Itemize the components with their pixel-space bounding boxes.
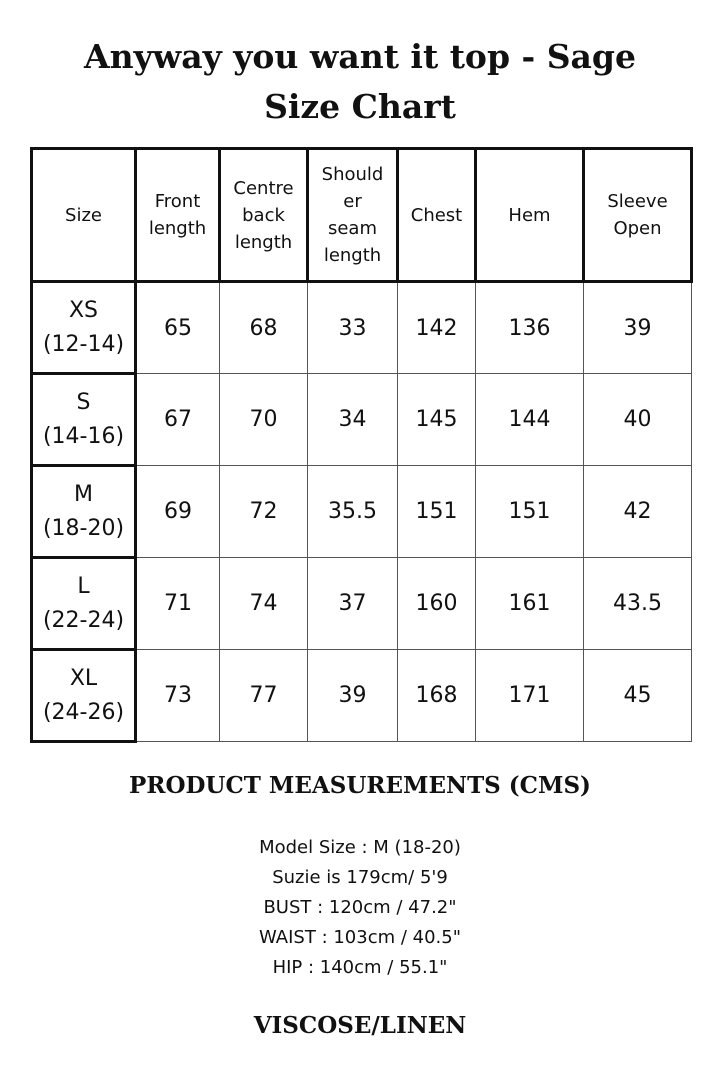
measurement-cell: 136 (476, 282, 584, 374)
note-line: HIP : 140cm / 55.1" (272, 957, 448, 978)
size-range: (18-20) (42, 515, 125, 541)
size-range: (24-26) (42, 699, 125, 725)
note-line: BUST : 120cm / 47.2" (263, 897, 457, 918)
measurement-cell: 40 (584, 374, 692, 466)
measurement-cell: 151 (398, 466, 476, 558)
measurement-cell: 74 (220, 558, 308, 650)
size-label: S (76, 389, 91, 415)
size-cell (32, 374, 136, 466)
model-notes (0, 833, 720, 983)
measurement-cell: 43.5 (584, 558, 692, 650)
measurement-cell: 161 (476, 558, 584, 650)
column-header-text: er (343, 191, 362, 212)
table-row (32, 650, 692, 742)
measurement-cell: 70 (220, 374, 308, 466)
size-label: L (77, 573, 90, 599)
measurement-cell: 37 (308, 558, 398, 650)
size-range: (22-24) (42, 607, 125, 633)
measurement-cell: 171 (476, 650, 584, 742)
note-line: WAIST : 103cm / 40.5" (258, 927, 462, 948)
column-header-text: Chest (410, 204, 463, 226)
column-header (398, 149, 476, 282)
column-header-text: length (234, 231, 293, 253)
fabric-label: VISCOSE/LINEN (253, 1012, 467, 1039)
size-chart-table (30, 147, 693, 743)
measurement-cell: 71 (136, 558, 220, 650)
size-label: M (74, 481, 93, 507)
column-header (136, 149, 220, 282)
measurement-cell: 69 (136, 466, 220, 558)
column-header-text: length (323, 245, 382, 266)
table-row (32, 282, 692, 374)
measurement-cell: 145 (398, 374, 476, 466)
column-header (476, 149, 584, 282)
column-header-text: Open (613, 218, 662, 239)
column-header-text: seam (327, 218, 378, 239)
measurement-cell: 77 (220, 650, 308, 742)
column-header (308, 149, 398, 282)
page-subtitle: Size Chart (264, 87, 456, 126)
table-row (32, 466, 692, 558)
column-header-text: Size (65, 204, 102, 226)
measurement-cell: 65 (136, 282, 220, 374)
column-header-text: Should (321, 164, 384, 185)
measurement-cell: 68 (220, 282, 308, 374)
size-cell (32, 650, 136, 742)
measurement-cell: 42 (584, 466, 692, 558)
table-row (32, 374, 692, 466)
measurement-cell: 160 (398, 558, 476, 650)
column-header-text: length (148, 218, 207, 239)
measurement-cell: 33 (308, 282, 398, 374)
measurement-cell: 73 (136, 650, 220, 742)
measurement-cell: 35.5 (308, 466, 398, 558)
size-cell (32, 466, 136, 558)
size-range: (12-14) (42, 331, 125, 357)
column-header-text: Hem (508, 204, 551, 226)
column-header-text: Sleeve (607, 191, 668, 212)
column-header-text: Centre (233, 177, 294, 199)
table-row (32, 558, 692, 650)
measurement-cell: 142 (398, 282, 476, 374)
table-header-row (32, 149, 692, 282)
column-header-text: Front (154, 191, 201, 212)
measurement-cell: 151 (476, 466, 584, 558)
measurements-heading: PRODUCT MEASUREMENTS (CMS) (129, 772, 591, 799)
measurement-cell: 39 (308, 650, 398, 742)
size-range: (14-16) (42, 423, 125, 449)
note-line: Suzie is 179cm/ 5'9 (272, 867, 448, 888)
measurement-cell: 45 (584, 650, 692, 742)
measurement-cell: 34 (308, 374, 398, 466)
size-label: XL (69, 665, 98, 691)
column-header (32, 149, 136, 282)
size-label: XS (68, 297, 99, 323)
measurement-cell: 144 (476, 374, 584, 466)
size-cell (32, 282, 136, 374)
measurement-cell: 39 (584, 282, 692, 374)
note-line: Model Size : M (18-20) (259, 837, 461, 858)
column-header-text: back (242, 204, 285, 226)
measurement-cell: 72 (220, 466, 308, 558)
column-header (220, 149, 308, 282)
size-cell (32, 558, 136, 650)
measurement-cell: 67 (136, 374, 220, 466)
page-title: Anyway you want it top - Sage (84, 37, 636, 76)
measurement-cell: 168 (398, 650, 476, 742)
column-header (584, 149, 692, 282)
